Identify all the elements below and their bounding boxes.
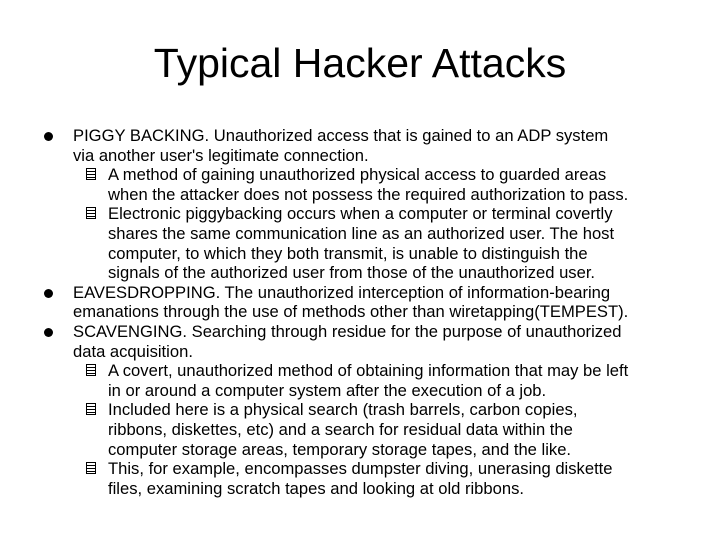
sub-bullet-text-line: A method of gaining unauthorized physical access to guarded areas — [108, 165, 607, 185]
sub-bullet-text-line: in or around a computer system after the execution of a job. — [108, 380, 547, 400]
bullet-text-line: EAVESDROPPING. The unauthorized interception of information-bearing — [73, 282, 611, 302]
bullet-dot-icon — [44, 328, 53, 337]
bullet-text-line: SCAVENGING. Searching through residue for the purpose of unauthorized — [73, 321, 622, 341]
bullet-text-line: emanations through the use of methods other than wiretapping(TEMPEST). — [73, 302, 629, 322]
slide-title: Typical Hacker Attacks — [153, 40, 567, 86]
sub-bullet-text-line: ribbons, diskettes, etc) and a search for residual data within the — [108, 419, 573, 439]
sub-bullet-item — [0, 400, 720, 459]
sub-bullet-text-line: Electronic piggybacking occurs when a computer or terminal covertly — [108, 204, 613, 224]
document-bullet-icon — [86, 403, 96, 415]
document-bullet-icon — [86, 168, 96, 180]
sub-bullet-text-line: A covert, unauthorized method of obtaining information that may be left — [108, 361, 629, 381]
sub-bullet-text-line: computer storage areas, temporary storage tapes, and the like. — [108, 439, 572, 459]
sub-bullet-item — [0, 459, 720, 498]
bullet-text-line: data acquisition. — [73, 341, 193, 361]
sub-bullet-item — [0, 204, 720, 282]
sub-bullet-text-line: Included here is a physical search (trash barrels, carbon copies, — [108, 400, 578, 420]
bullet-item — [0, 283, 720, 322]
sub-bullet-text-line: signals of the authorized user from those of the unauthorized user. — [108, 263, 596, 283]
bullet-item — [0, 322, 720, 361]
sub-bullet-text-line: shares the same communication line as an authorized user. The host — [108, 223, 615, 243]
document-bullet-icon — [86, 364, 96, 376]
slide-body — [0, 126, 720, 498]
bullet-text-line: PIGGY BACKING. Unauthorized access that is gained to an ADP system — [73, 126, 609, 145]
document-bullet-icon — [86, 207, 96, 219]
bullet-text-line: via another user's legitimate connection. — [73, 145, 369, 165]
sub-bullet-item — [0, 165, 720, 204]
sub-bullet-text-line: This, for example, encompasses dumpster diving, unerasing diskette — [108, 459, 613, 479]
sub-bullet-text-line: when the attacker does not possess the required authorization to pass. — [108, 184, 629, 204]
sub-bullet-text-line: computer, to which they both transmit, is unable to distinguish the — [108, 243, 588, 263]
sub-bullet-item — [0, 361, 720, 400]
document-bullet-icon — [86, 462, 96, 474]
bullet-dot-icon — [44, 132, 53, 141]
bullet-item — [0, 126, 720, 165]
sub-bullet-text-line: files, examining scratch tapes and looking at old ribbons. — [108, 478, 525, 498]
bullet-dot-icon — [44, 289, 53, 298]
